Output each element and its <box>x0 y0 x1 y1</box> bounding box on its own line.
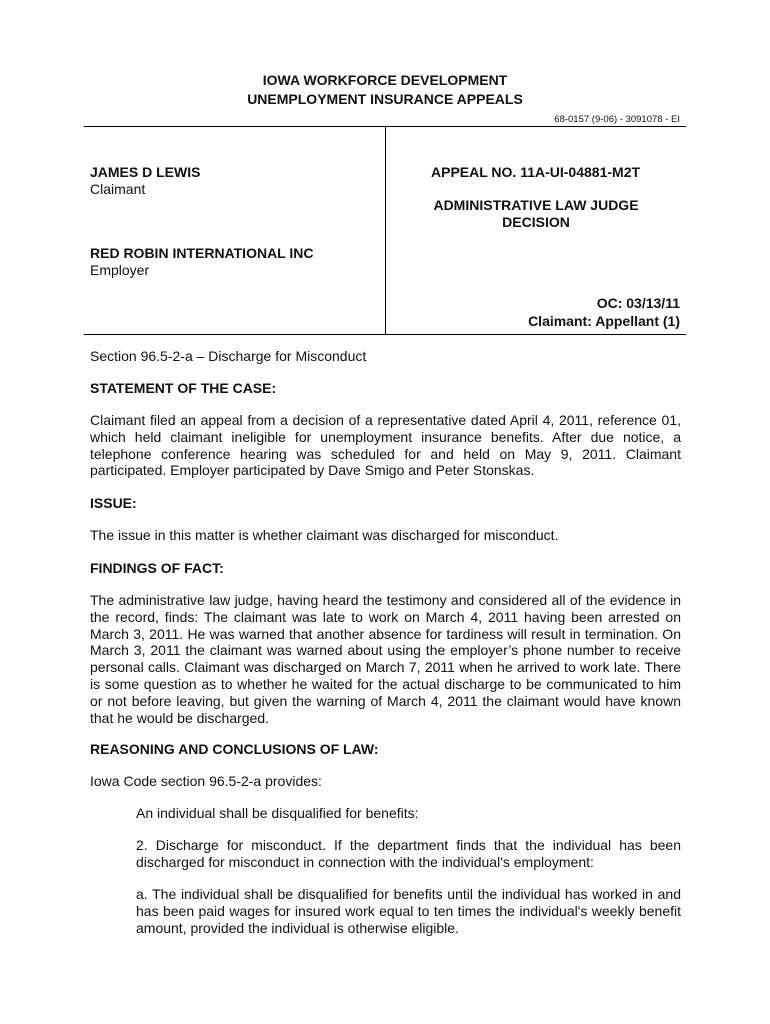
decision-title-line-2: DECISION <box>502 214 570 230</box>
findings-heading: FINDINGS OF FACT: <box>90 560 224 576</box>
reasoning-heading: REASONING AND CONCLUSIONS OF LAW: <box>90 741 379 757</box>
caption-bottom-rule <box>84 334 686 335</box>
claimant-name: JAMES D LEWIS <box>90 164 201 180</box>
agency-title: IOWA WORKFORCE DEVELOPMENT <box>262 72 508 88</box>
section-reference: Section 96.5-2-a – Discharge for Misconduct <box>90 348 367 364</box>
oc-date: OC: 03/13/11 <box>596 295 680 311</box>
form-reference: 68-0157 (9-06) - 3091078 - EI <box>554 114 680 125</box>
issue-paragraph: The issue in this matter is whether claimant was discharged for misconduct. <box>90 527 559 543</box>
caption-vertical-rule <box>385 126 386 335</box>
quote-paragraph-2: 2. Discharge for misconduct. If the department finds that the individual has been discharged for misconduct in connection with the individual's employment: <box>136 837 681 870</box>
issue-heading: ISSUE: <box>90 495 137 511</box>
quote-paragraph-1: An individual shall be disqualified for benefits: <box>136 805 419 821</box>
appeal-number: APPEAL NO. 11A-UI-04881-M2T <box>431 164 641 180</box>
claimant-role: Claimant: Appellant (1) <box>528 313 680 329</box>
findings-paragraph: The administrative law judge, having heard the testimony and considered all of the evidence in the record, finds: The claimant was late to work on March 4, 2011 having been arrested on March 3, 2011. He was warned that another absence for tardiness will result in termination. On March 3, 2011 the claimant was warned about using the employer’s phone number to receive personal calls. Claimant was discharged on March 7, 2011 when he arrived to work late. There is some question as to whether he waited for the actual discharge to be communicated to him or not before leaving, but given the warning of March 4, 2011 the claimant would have known that he would be discharged. <box>90 592 681 726</box>
statement-paragraph: Claimant filed an appeal from a decision of a representative dated April 4, 2011, reference 01, which held claimant ineligible for unemployment insurance benefits. After due notice, a telephone conference hearing was scheduled for and held on May 9, 2011. Claimant participated. Employer participated by Dave Smigo and Peter Stonskas. <box>90 412 681 479</box>
employer-name: RED ROBIN INTERNATIONAL INC <box>90 245 314 261</box>
division-title: UNEMPLOYMENT INSURANCE APPEALS <box>247 91 523 107</box>
code-intro: Iowa Code section 96.5-2-a provides: <box>90 773 322 789</box>
decision-title-line-1: ADMINISTRATIVE LAW JUDGE <box>433 197 639 213</box>
employer-label: Employer <box>90 262 150 278</box>
statement-heading: STATEMENT OF THE CASE: <box>90 380 277 396</box>
quote-paragraph-3: a. The individual shall be disqualified for benefits until the individual has worked in and has been paid wages for insured work equal to ten times the individual's weekly benefit amount, provided the individual is otherwise eligible. <box>136 886 681 936</box>
claimant-label: Claimant <box>90 181 146 197</box>
